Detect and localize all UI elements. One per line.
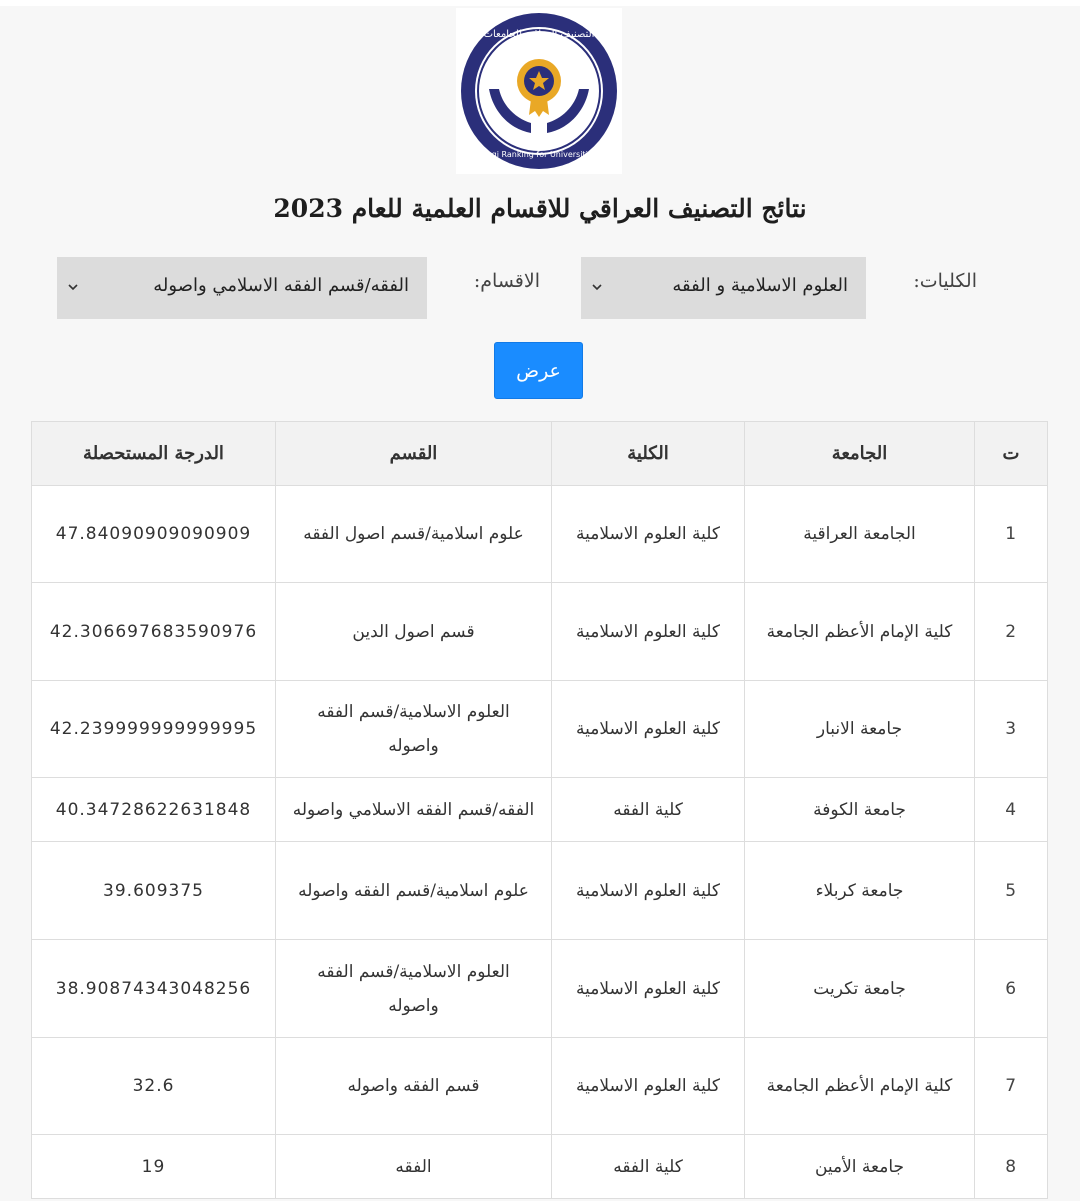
cell-score: 39.609375	[32, 842, 276, 940]
table-row	[32, 1038, 1048, 1135]
cell-university: كلية الإمام الأعظم الجامعة	[745, 583, 975, 681]
cell-department: العلوم الاسلامية/قسم الفقه واصوله	[276, 940, 552, 1038]
cell-score: 38.90874343048256	[32, 940, 276, 1038]
cell-score: 40.34728622631848	[32, 778, 276, 842]
cell-score: 47.84090909090909	[32, 486, 276, 583]
cell-college: كلية العلوم الاسلامية	[552, 681, 745, 778]
cell-college: كلية العلوم الاسلامية	[552, 486, 745, 583]
table-row	[32, 940, 1048, 1038]
header-college: الكلية	[552, 422, 745, 486]
cell-index: 7	[975, 1038, 1048, 1135]
cell-college: كلية الفقه	[552, 1135, 745, 1199]
show-button[interactable]: عرض	[494, 342, 583, 399]
table-row	[32, 681, 1048, 778]
cell-university: جامعة الأمين	[745, 1135, 975, 1199]
header-score: الدرجة المستحصلة	[32, 422, 276, 486]
cell-university: جامعة الانبار	[745, 681, 975, 778]
cell-department: علوم اسلامية/قسم اصول الفقه	[276, 486, 552, 583]
table-row	[32, 486, 1048, 583]
cell-department: العلوم الاسلامية/قسم الفقه واصوله	[276, 681, 552, 778]
table-row	[32, 1135, 1048, 1199]
cell-index: 8	[975, 1135, 1048, 1199]
iraqi-ranking-logo-icon	[459, 11, 619, 171]
colleges-label: الكليات:	[913, 270, 977, 292]
cell-index: 1	[975, 486, 1048, 583]
table-header-row	[32, 422, 1048, 486]
cell-department: الفقه	[276, 1135, 552, 1199]
results-table	[31, 421, 1047, 1199]
page-title: نتائج التصنيف العراقي للاقسام العلمية للعام 2023	[273, 194, 807, 223]
cell-university: جامعة الكوفة	[745, 778, 975, 842]
cell-college: كلية العلوم الاسلامية	[552, 583, 745, 681]
cell-index: 2	[975, 583, 1048, 681]
cell-college: كلية العلوم الاسلامية	[552, 940, 745, 1038]
departments-label: الاقسام:	[473, 270, 540, 292]
cell-score: 19	[32, 1135, 276, 1199]
cell-score: 42.306697683590976	[32, 583, 276, 681]
chevron-down-icon	[591, 281, 603, 293]
logo-text: التصنيف العراقي للجامعات	[483, 29, 595, 40]
table-row	[32, 778, 1048, 842]
colleges-select-value: العلوم الاسلامية و الفقه	[672, 275, 848, 296]
cell-department: علوم اسلامية/قسم الفقه واصوله	[276, 842, 552, 940]
cell-department: قسم الفقه واصوله	[276, 1038, 552, 1135]
table-row	[32, 583, 1048, 681]
cell-department: قسم اصول الدين	[276, 583, 552, 681]
chevron-down-icon	[67, 281, 79, 293]
logo-english-text: Iraqi Ranking for Universities	[481, 150, 597, 159]
header-university: الجامعة	[745, 422, 975, 486]
cell-college: كلية العلوم الاسلامية	[552, 842, 745, 940]
colleges-select[interactable]	[581, 257, 866, 319]
header-index: ت	[975, 422, 1048, 486]
cell-college: كلية الفقه	[552, 778, 745, 842]
header-department: القسم	[276, 422, 552, 486]
cell-index: 6	[975, 940, 1048, 1038]
cell-university: الجامعة العراقية	[745, 486, 975, 583]
table-row	[32, 842, 1048, 940]
departments-select-value: الفقه/قسم الفقه الاسلامي واصوله	[153, 275, 409, 296]
cell-score: 32.6	[32, 1038, 276, 1135]
cell-college: كلية العلوم الاسلامية	[552, 1038, 745, 1135]
cell-university: جامعة تكريت	[745, 940, 975, 1038]
cell-score: 42.239999999999995	[32, 681, 276, 778]
cell-university: كلية الإمام الأعظم الجامعة	[745, 1038, 975, 1135]
cell-department: الفقه/قسم الفقه الاسلامي واصوله	[276, 778, 552, 842]
cell-university: جامعة كربلاء	[745, 842, 975, 940]
cell-index: 3	[975, 681, 1048, 778]
cell-index: 4	[975, 778, 1048, 842]
logo	[456, 8, 622, 174]
cell-index: 5	[975, 842, 1048, 940]
departments-select[interactable]	[57, 257, 427, 319]
